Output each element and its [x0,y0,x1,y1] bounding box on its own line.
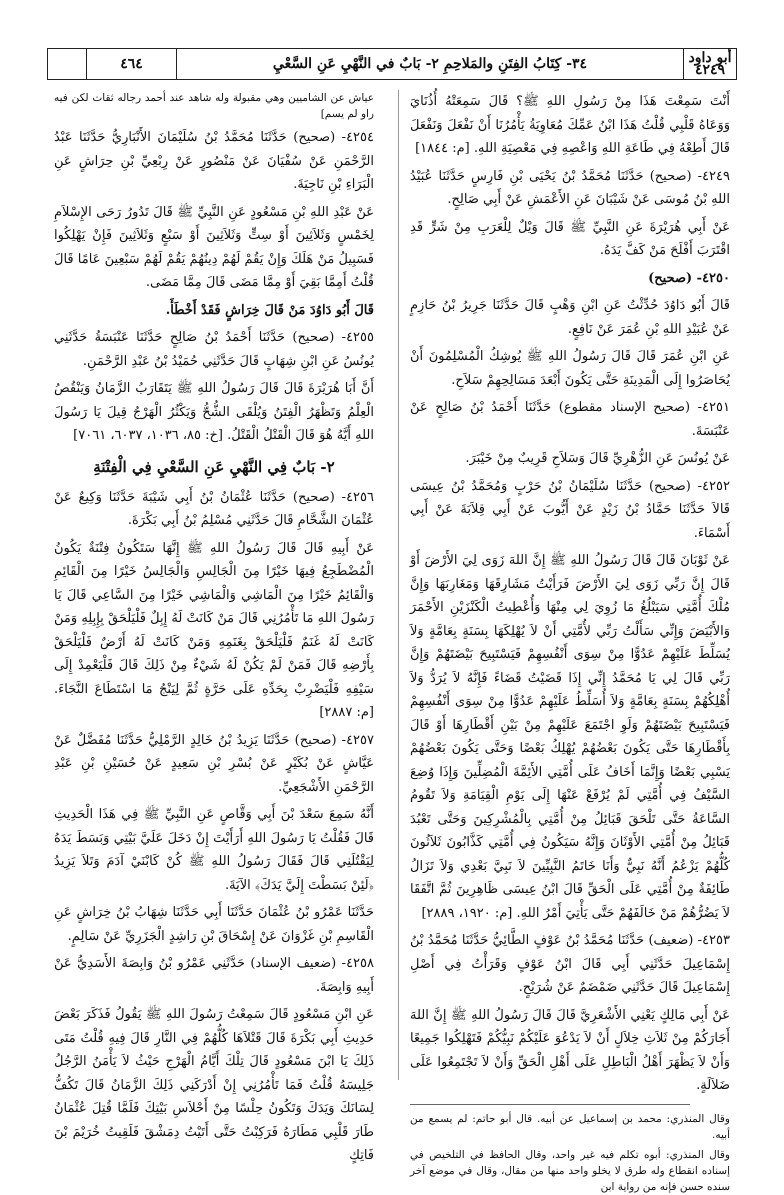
footnote-continuation: عياش عن الشاميين وهي مقبولة وله شاهد عند أحمد رجاله ثقات لكن فيه راو لم يسم] [54,92,374,120]
hadith-4257-isnad: ٤٢٥٧- (صحيح) حَدَّثَنَا يَزِيدُ بْنُ خَالِدٍ الرَّمْلِيُّ حَدَّثَنَا مُفَضَّلٌ عَنْ عَيَّاشٍ عَنْ بُكَيْرٍ عَنْ بُسْرِ بْنِ سَعِيدٍ عَنْ حُسَيْنِ بْنِ عَبْدِ الرَّحْمَنِ الأَشْجَعِيِّ. [54,732,374,795]
hadith-4252-text: عَنْ ثَوْبَانَ قَالَ قَالَ رَسُولُ اللهِ ﷺ إِنَّ اللهَ زَوَى لِيَ الأَرْضَ أَوْ قَالَ إِنَّ رَبِّي زَوَى لِيَ الأَرْضَ فَرَأَيْتُ مَشَارِقَهَا وَمَغَارِبَهَا وَإِنَّ مُلْكَ أُمَّتِي سَيَبْلُغُ مَا زُوِيَ لِي مِنْهَا وَأُعْطِيتُ الْكَنْزَيْنِ الأَحْمَرَ وَالأَبْيَضَ وَإِنِّي سَأَلْتُ رَبِّي لأُمَّتِي أَنْ لاَ يُهْلِكَهَا بِسَنَةٍ بِعَامَّةٍ وَلاَ يُسَلِّطَ عَلَيْهِمْ عَدُوًّا مِنْ سِوَى أَنْفُسِهِمْ فَيَسْتَبِيحَ بَيْضَتَهُمْ وَإِنَّ رَبِّي قَالَ لِي يَا مُحَمَّدُ إِنِّي إِذَا قَضَيْتُ قَضَاءً فَإِنَّهُ لاَ يُرَدُّ وَلاَ أُهْلِكُهُمْ بِسَنَةٍ بِعَامَّةٍ وَلاَ أُسَلِّطُ عَلَيْهِمْ عَدُوًّا مِنْ سِوَى أَنْفُسِهِمْ فَيَسْتَبِيحَ بَيْضَتَهُمْ وَلَوِ اجْتَمَعَ عَلَيْهِمْ مِنْ بَيْنِ أَقْطَارِهَا أَوْ قَالَ بِأَقْطَارِهَا حَتَّى يَكُونَ بَعْضُهُمْ يُهْلِكُ بَعْضًا وَحَتَّى يَكُونَ بَعْضُهُمْ يَسْبِي بَعْضًا وَإِنَّمَا أَخَافُ عَلَى أُمَّتِي الأَئِمَّةَ الْمُضِلِّينَ وَإِذَا وُضِعَ السَّيْفُ فِي أُمَّتِي لَمْ يُرْفَعْ عَنْهَا إِلَى يَوْمِ الْقِيَامَةِ وَلاَ تَقُومُ السَّاعَةُ حَتَّى تَلْحَقَ قَبَائِلُ مِنْ أُمَّتِي بِالْمُشْرِكِينَ وَحَتَّى تَعْبُدَ قَبَائِلُ مِنْ أُمَّتِي الأَوْثَانَ وَإِنَّهُ سَيَكُونُ فِي أُمَّتِي كَذَّابُونَ ثَلاَثُونَ كُلُّهُمْ يَزْعُمُ أَنَّهُ نَبِيٌّ وَأَنَا خَاتَمُ النَّبِيِّينَ لاَ نَبِيَّ بَعْدِي وَلاَ تَزَالُ طَائِفَةٌ مِنْ أُمَّتِي عَلَى الْحَقِّ قَالَ ابْنُ عِيسَى ظَاهِرِينَ ثُمَّ اتَّفَقَا لاَ يَضُرُّهُمْ مَنْ خَالَفَهُمْ حَتَّى يَأْتِيَ أَمْرُ اللهِ. [م: ١٩٢٠، ٢٨٨٩] [410,553,730,921]
hadith-4251-text: عَنْ يُونُسَ عَنِ الزُّهْرِيِّ قَالَ وَسَلاَحِ قَرِيبٌ مِنْ خَيْبَرَ. [465,451,730,466]
hadith-4250-isnad: قَالَ أَبُو دَاوُدَ حُدِّثْتُ عَنِ ابْنِ وَهْبٍ قَالَ حَدَّثَنَا جَرِيرُ بْنُ حَازِمٍ عَنْ عُبَيْدِ اللهِ بْنِ عُمَرَ عَنْ نَافِعٍ. [410,298,730,337]
footnote: وقال المنذري: أبوه تكلم فيه غير واحد، وقال الحافظ في التلخيص في إسناده انقطاع وله طرق لا يخلو واحد منها من مقال، وقال في موضع آخر سنده حسن فإنه من رواية ابن [410,1148,730,1193]
left-column [54,90,374,1163]
hadith-4256-isnad: ٤٢٥٦- (صحيح) حَدَّثَنَا عُثْمَانُ بْنُ أَبِي شَيْبَةَ حَدَّثَنَا وَكِيعٌ عَنْ عُثْمَانَ الشَّحَّامِ قَالَ حَدَّثَنِي مُسْلِمُ بْنُ أَبِي بَكْرَةَ. [54,489,374,528]
hadith-4255-text: أَنَّ أَبَا هُرَيْرَةَ قَالَ قَالَ رَسُولُ اللهِ ﷺ يَتَقَارَبُ الزَّمَانُ وَيَنْقُصُ الْعِلْمُ وَتَظْهَرُ الْفِتَنُ وَيُلْقَى الشُّحُّ وَيَكْثُرُ الْهَرْجُ قِيلَ يَا رَسُولَ اللهِ أَيَّهُ هُوَ قَالَ الْقَتْلُ الْقَتْلُ. [خ: ٨٥، ١٠٣٦، ٦٠٣٧، ٧٠٦١] [54,381,374,443]
header-blank-cell [48,49,86,79]
header-author-block [683,49,736,79]
hadith-4256-text: عَنْ أَبِيهِ قَالَ قَالَ رَسُولُ اللهِ ﷺ إِنَّهَا سَتَكُونُ فِتْنَةٌ يَكُونُ الْمُضْطَجِعُ فِيهَا خَيْرًا مِنَ الْجَالِسِ وَالْجَالِسُ خَيْرًا مِنَ الْقَائِمِ وَالْقَائِمُ خَيْرًا مِنَ الْمَاشِي وَالْمَاشِي خَيْرًا مِنَ السَّاعِي قَالَ يَا رَسُولَ اللهِ مَا تَأْمُرُنِي قَالَ مَنْ كَانَتْ لَهُ إِبِلٌ فَلْيَلْحَقْ بِإِبِلِهِ وَمَنْ كَانَتْ لَهُ غَنَمٌ فَلْيَلْحَقْ بِغَنَمِهِ وَمَنْ كَانَتْ لَهُ أَرْضٌ فَلْيَلْحَقْ بِأَرْضِهِ قَالَ فَمَنْ لَمْ يَكُنْ لَهُ شَيْءٌ مِنْ ذَلِكَ قَالَ فَلْيَعْمِدْ إِلَى سَيْفِهِ فَلْيَضْرِبْ بِحَدِّهِ عَلَى حَرَّةٍ ثُمَّ لِيَنْجُ مَا اسْتَطَاعَ النَّجَاءَ. [م: ٢٨٨٧] [54,540,374,720]
hadith-4257-text: أَنَّهُ سَمِعَ سَعْدَ بْنَ أَبِي وَقَّاصٍ عَنِ النَّبِيِّ ﷺ فِي هَذَا الْحَدِيثِ قَالَ فَقُلْتُ يَا رَسُولَ اللهِ أَرَأَيْتَ إِنْ دَخَلَ عَلَيَّ بَيْتِي وَبَسَطَ يَدَهُ لِيَقْتُلَنِي قَالَ فَقَالَ رَسُولُ اللهِ ﷺ كُنْ كَابْنَيْ آدَمَ وَتَلاَ يَزِيدُ ﴿لَئِنْ بَسَطْتَ إِلَيَّ يَدَكَ﴾ الآيَةَ. [54,807,374,893]
hadith-4254-isnad: ٤٢٥٤- (صحيح) حَدَّثَنَا مُحَمَّدُ بْنُ سُلَيْمَانَ الأَنْبَارِيُّ حَدَّثَنَا عَبْدُ الرَّحْمَنِ عَنْ سُفْيَانَ عَنْ مَنْصُورٍ عَنْ رِبْعِيِّ بْنِ حِرَاشٍ عَنِ الْبَرَاءِ بْنِ نَاجِيَةَ. [54,130,374,192]
header-hadith-number: ٤٢٤٩ [694,62,726,78]
hadith-4258-text: عَنِ ابْنِ مَسْعُودٍ قَالَ سَمِعْتُ رَسُولَ اللهِ ﷺ يَقُولُ فَذَكَرَ بَعْضَ حَدِيثِ أَبِي بَكْرَةَ قَالَ قَتْلاَهَا كُلُّهُمْ فِي النَّارِ قَالَ فِيهِ قُلْتُ مَتَى ذَلِكَ يَا ابْنَ مَسْعُودٍ قَالَ تِلْكَ أَيَّامُ الْهَرْجِ حَيْثُ لاَ يَأْمَنُ الرَّجُلُ جَلِيسَهُ قُلْتُ فَمَا تَأْمُرُنِي إِنْ أَدْرَكَنِي ذَلِكَ الزَّمَانُ قَالَ تَكُفُّ لِسَانَكَ وَيَدَكَ وَتَكُونُ حِلْسًا مِنْ أَحْلاَسِ بَيْتِكَ فَلَمَّا قُتِلَ عُثْمَانُ طَارَ قَلْبِي مَطَارَهُ فَرَكِبْتُ حَتَّى أَتَيْتُ دِمَشْقَ فَلَقِيتُ خُرَيْمَ بْنَ فَاتِكٍ [54,1007,374,1163]
hadith-4249-isnad: ٤٢٤٩- (صحيح) حَدَّثَنَا مُحَمَّدُ بْنُ يَحْيَى بْنِ فَارِسٍ حَدَّثَنَا عُبَيْدُ اللهِ بْنُ مُوسَى عَنْ شَيْبَانَ عَنِ الأَعْمَشِ عَنْ أَبِي صَالِحٍ. [410,168,730,207]
hadith-4254-text: عَنْ عَبْدِ اللهِ بْنِ مَسْعُودٍ عَنِ النَّبِيِّ ﷺ قَالَ تَدُورُ رَحَى الإِسْلاَمِ لِخَمْسٍ وَثَلاَثِينَ أَوْ سِتٍّ وَثَلاَثِينَ أَوْ سَبْعٍ وَثَلاَثِينَ فَإِنْ يَهْلِكُوا فَسَبِيلُ مَنْ هَلَكَ وَإِنْ يَقُمْ لَهُمْ دِينُهُمْ يَقُمْ لَهُمْ سَبْعِينَ عَامًا قَالَ قُلْتُ أَمِمَّا بَقِيَ أَوْ مِمَّا مَضَى قَالَ مِمَّا مَضَى. [54,204,374,290]
header-author: أبو داود [688,50,732,66]
page-number: ٤٦٤ [86,49,176,79]
chapter-heading: ٢- بَابٌ فِي النَّهْيِ عَنِ السَّعْيِ فِي الْفِتْنَةِ [93,457,335,476]
hadith-4249-text: عَنْ أَبِي هُرَيْرَةَ عَنِ النَّبِيِّ ﷺ قَالَ وَيْلٌ لِلْعَرَبِ مِنْ شَرٍّ قَدِ اقْتَرَبَ أَفْلَحَ مَنْ كَفَّ يَدَهُ. [410,219,730,258]
footnote: وقال المنذري: محمد بن إسماعيل عن أبيه. قال أبو حاتم: لم يسمع من أبيه. [410,1112,730,1141]
hadith-4251-isnad: ٤٢٥١- (صحيح الإسناد مقطوع) حَدَّثَنَا أَحْمَدُ بْنُ صَالِحٍ عَنْ عَنْبَسَةَ. [410,400,730,439]
hadith-4250-number: ٤٢٥٠- (صحيح) [648,270,730,286]
header-title: ٣٤- كِتَابُ الفِتَنِ والمَلاحِمِ ٢- بَابٌ في النَّهْيِ عَنِ السَّعْيِ [176,49,683,79]
page-header [47,48,737,80]
abu-dawud-comment: قَالَ أَبُو دَاوُدَ مَنْ قَالَ خِرَاشٍ فَقَدْ أَخْطَأَ. [165,302,374,318]
hadith-4253-isnad: ٤٢٥٣- (ضعيف) حَدَّثَنَا مُحَمَّدُ بْنُ عَوْفٍ الطَّائِيُّ حَدَّثَنَا مُحَمَّدُ بْنُ إِسْمَاعِيلَ حَدَّثَنِي أَبِي قَالَ ابْنُ عَوْفٍ وَقَرَأْتُ فِي أَصْلِ إِسْمَاعِيلَ قَالَ حَدَّثَنِي ضَمْضَمٌ عَنْ شُرَيْحٍ. [410,933,730,995]
column-divider [398,90,399,1080]
text-paragraph: أَنْتَ سَمِعْتَ هَذَا مِنْ رَسُولِ اللهِ ﷺ؟ قَالَ سَمِعَتْهُ أُذُنَايَ وَوَعَاهُ قَلْبِي قُلْتُ هَذَا ابْنُ عَمِّكَ مُعَاوِيَةُ يَأْمُرُنَا أَنْ نَفْعَلَ وَنَفْعَلَ قَالَ أَطِعْهُ فِي طَاعَةِ اللهِ وَاعْصِهِ فِي مَعْصِيَةِ اللهِ. [م: ١٨٤٤] [410,94,730,156]
hadith-4257-second-isnad: حَدَّثَنَا عَمْرُو بْنُ عُثْمَانَ حَدَّثَنَا أَبِي حَدَّثَنَا شِهَابُ بْنُ خِرَاشٍ عَنِ الْقَاسِمِ بْنِ غَزْوَانَ عَنْ إِسْحَاقَ بْنِ رَاشِدٍ الْجَزَرِيِّ عَنْ سَالِمٍ. [54,905,374,944]
footnote-separator [410,1104,690,1105]
hadith-4255-isnad: ٤٢٥٥- (صحيح) حَدَّثَنَا أَحْمَدُ بْنُ صَالِحٍ حَدَّثَنَا عَنْبَسَةُ حَدَّثَنِي يُونُسُ عَنِ ابْنِ شِهَابٍ قَالَ حَدَّثَنِي حُمَيْدُ بْنُ عَبْدِ الرَّحْمَنِ. [54,330,374,369]
hadith-4252-isnad: ٤٢٥٢- (صحيح) حَدَّثَنَا سُلَيْمَانُ بْنُ حَرْبٍ وَمُحَمَّدُ بْنُ عِيسَى قَالاَ حَدَّثَنَا حَمَّادُ بْنُ زَيْدٍ عَنْ أَيُّوبَ عَنْ أَبِي قِلاَبَةَ عَنْ أَبِي أَسْمَاءَ. [410,478,730,541]
hadith-4258-isnad: ٤٢٥٨- (ضعيف الإسناد) حَدَّثَنِي عَمْرُو بْنُ وَابِصَةَ الأَسَدِيُّ عَنْ أَبِيهِ وَابِصَةَ. [54,956,374,995]
right-column [410,90,730,1193]
hadith-4253-text: عَنْ أَبِي مَالِكٍ يَعْنِي الأَشْعَرِيَّ قَالَ قَالَ رَسُولُ اللهِ ﷺ إِنَّ اللهَ أَجَارَكُمْ مِنْ ثَلاَثِ خِلاَلٍ أَنْ لاَ يَدْعُوَ عَلَيْكُمْ نَبِيُّكُمْ فَتَهْلِكُوا جَمِيعًا وَأَنْ لاَ يَظْهَرَ أَهْلُ الْبَاطِلِ عَلَى أَهْلِ الْحَقِّ وَأَنْ لاَ تَجْتَمِعُوا عَلَى ضَلاَلَةٍ. [410,1007,730,1093]
hadith-4250-text: عَنِ ابْنِ عُمَرَ قَالَ قَالَ رَسُولُ اللهِ ﷺ يُوشِكُ الْمُسْلِمُونَ أَنْ يُحَاصَرُوا إِلَى الْمَدِينَةِ حَتَّى يَكُونَ أَبْعَدَ مَسَالِحِهِمْ سَلاَحِ. [410,349,730,388]
